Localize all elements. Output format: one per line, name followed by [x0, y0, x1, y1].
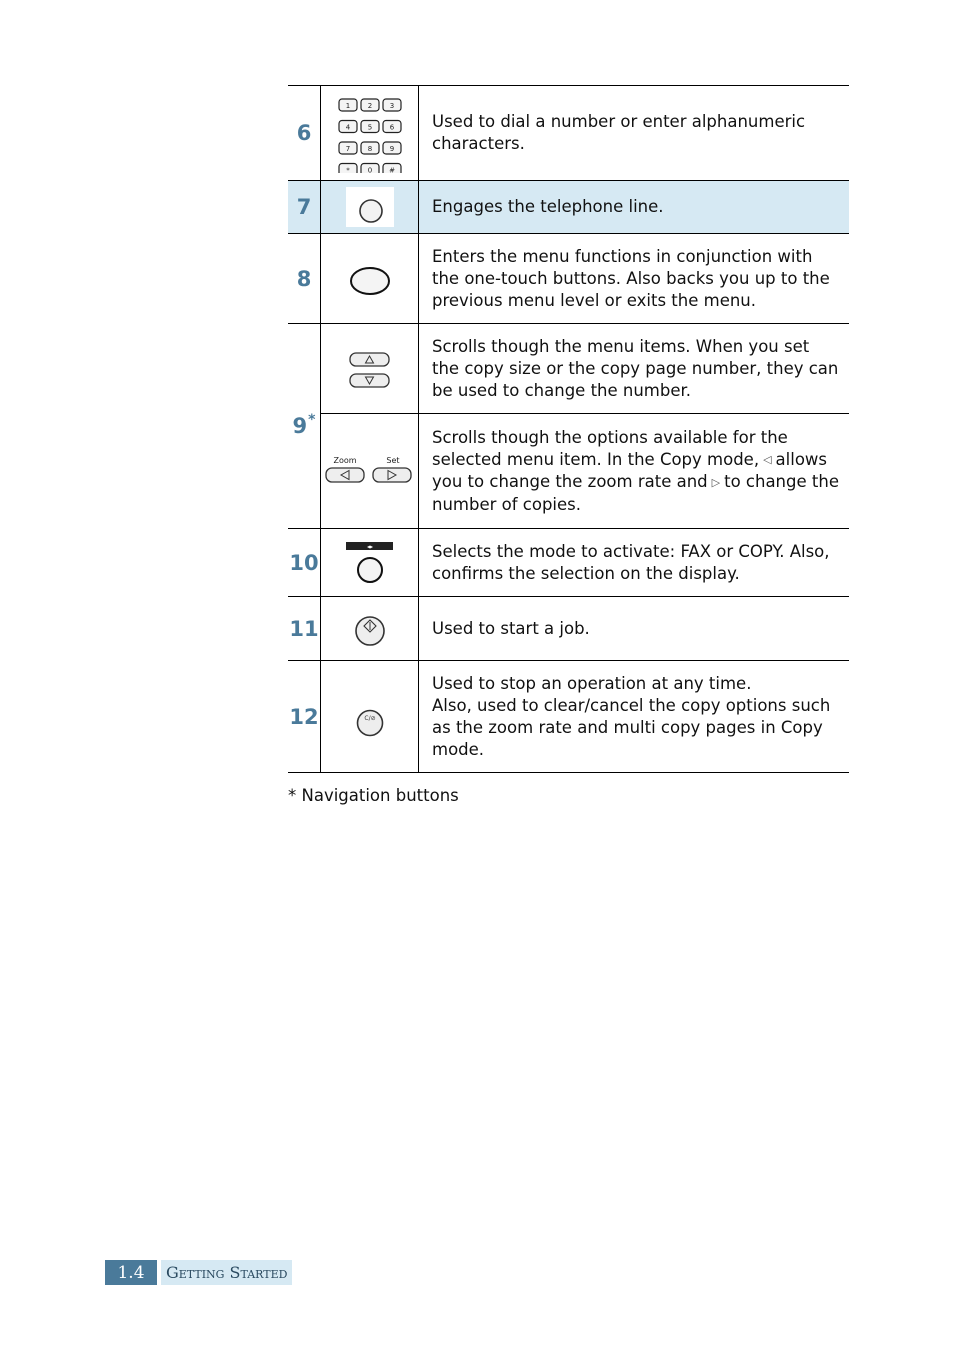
mode-select-button-icon	[321, 529, 419, 596]
row-9-sub-scroll	[321, 324, 849, 414]
row-number: 12	[288, 661, 321, 772]
table-row-9	[288, 324, 849, 529]
table-row-8	[288, 234, 849, 324]
row-number: 6	[288, 86, 321, 180]
footnote: * Navigation buttons	[288, 786, 459, 805]
page-footer	[105, 1260, 292, 1285]
up-down-scroll-buttons-icon	[321, 324, 419, 413]
row-description: Scrolls though the options available for the selected menu item. In the Copy mode, ◁ allows you to change the zoom rate and ▷ to change the number of copies.	[432, 427, 839, 514]
table-row-11	[288, 597, 849, 661]
zoom-set-buttons-icon	[321, 414, 419, 528]
table-row-12	[288, 661, 849, 773]
keypad-icon	[321, 86, 419, 180]
button-description-table	[288, 85, 849, 773]
row-description: Engages the telephone line.	[432, 197, 664, 216]
row-description: Scrolls though the menu items. When you set the copy size or the copy page number, they can be used to change the number.	[432, 336, 839, 400]
row-description: Used to start a job.	[432, 618, 590, 638]
row-description: Selects the mode to activate: FAX or COPY. Also, confirms the selection on the display.	[432, 541, 830, 583]
section-title: Getting Started	[161, 1260, 292, 1285]
keypad-key-label: 7	[345, 145, 350, 153]
keypad-key-label: #	[388, 166, 395, 173]
zoom-label: Zoom	[332, 456, 357, 465]
row-number: 7	[288, 181, 321, 233]
table-row-7	[288, 181, 849, 234]
row-9-sub-zoom-set	[321, 414, 849, 528]
keypad-key-label: 6	[389, 123, 394, 132]
row-number: 8	[288, 234, 321, 323]
keypad-key-label: 9	[389, 145, 394, 153]
stop-label: C/⊘	[363, 714, 376, 722]
keypad-key-label: 2	[367, 102, 372, 110]
stop-clear-button-icon	[321, 661, 419, 772]
start-button-icon	[321, 597, 419, 660]
set-label: Set	[385, 456, 400, 465]
row-number: 9 *	[288, 324, 321, 528]
page-number: 1.4	[105, 1260, 157, 1285]
telephone-line-button-icon	[321, 181, 419, 233]
keypad-key-label: *	[345, 166, 350, 173]
keypad-key-label: 8	[367, 145, 372, 153]
row-description: Used to dial a number or enter alphanumeric characters.	[432, 112, 806, 153]
keypad-key-label: 5	[367, 123, 372, 132]
svg-text:◂▸: ◂▸	[366, 543, 373, 550]
left-arrow-icon: ◁	[763, 453, 772, 466]
table-row-10	[288, 529, 849, 597]
keypad-key-label: 3	[389, 102, 394, 110]
keypad-key-label: 4	[345, 123, 350, 132]
right-arrow-icon: ▷	[711, 475, 721, 489]
menu-button-icon	[321, 234, 419, 323]
row-number: 11	[288, 597, 321, 660]
table-row-6	[288, 86, 849, 181]
row-number: 10	[288, 529, 321, 596]
row-description: Used to stop an operation at any time. Also, used to clear/cancel the copy options such as the zoom rate and multi copy pages in Copy mode.	[432, 673, 831, 759]
keypad-key-label: 0	[367, 166, 372, 173]
row-description: Enters the menu functions in conjunction with the one-touch buttons. Also backs you up to the previous menu level or exits the menu.	[432, 246, 830, 310]
keypad-key-label: 1	[345, 102, 350, 110]
